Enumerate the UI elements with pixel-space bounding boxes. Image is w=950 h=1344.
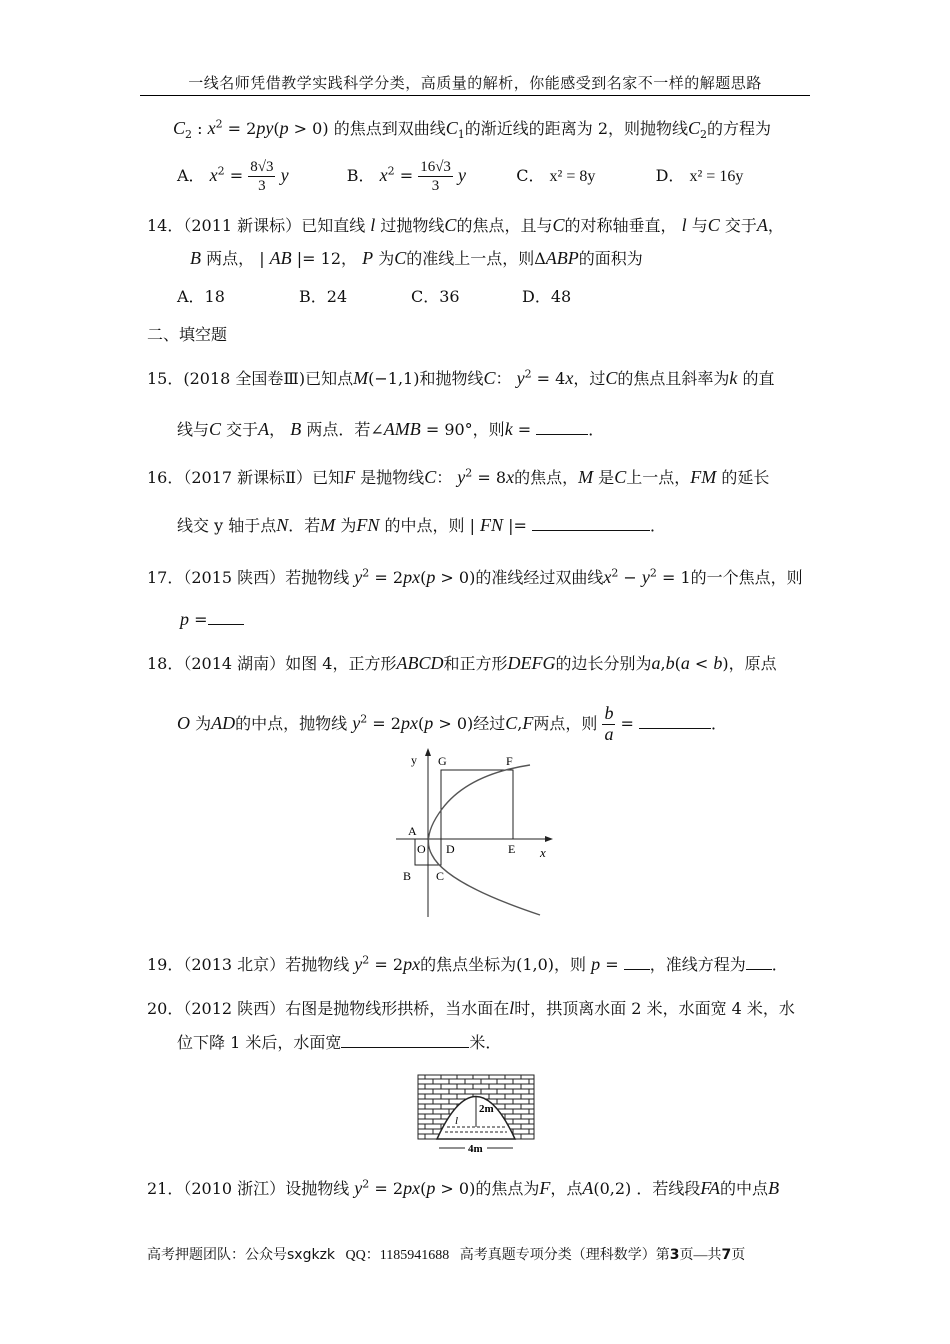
label-f: F <box>506 754 513 768</box>
label-c: C <box>436 869 445 883</box>
q18-figure <box>390 745 560 925</box>
x-axis-arrow <box>545 836 553 842</box>
header-rule <box>140 95 810 96</box>
label-g: G <box>438 754 447 768</box>
q15-line1: 15．(2018 全国卷Ⅲ)已知点M(−1,1)和抛物线C： $y^2 = 4x$，过C的焦点且斜率为k 的直 <box>147 367 775 388</box>
q18-line2: O 为AD的中点，抛物线 $y^2 = 2px(p > 0)$经过C,F两点，则 $\frac{b}{a}$ = ． <box>177 703 728 744</box>
label-b: B <box>403 869 412 883</box>
q13-option-c: C． x² = 8y <box>516 166 596 185</box>
page-footer: 高考押题团队：公众号sxgkzk QQ：1185941688 高考真题专项分类（理科数学）第3页—共7页 <box>147 1247 746 1263</box>
q20-line2: 位下降 1 米后，水面宽 米． <box>177 1033 502 1052</box>
q14-option-a: A．18 <box>177 287 225 306</box>
label-4m: 4m <box>468 1143 483 1155</box>
q16-line2: 线交 y 轴于点N．若M 为FN 的中点，则 | FN |= ． <box>177 515 667 535</box>
label-x: x <box>540 845 546 860</box>
label-o: O <box>417 842 426 856</box>
q14-line1: 14．（2011 新课标）已知直线 l 过抛物线C的焦点，且与C的对称轴垂直， l 与C 交于A， <box>147 215 784 235</box>
label-y: y <box>411 753 417 767</box>
q14-option-c: C．36 <box>411 287 460 306</box>
parabola-curve <box>428 765 540 915</box>
label-l: l <box>455 1115 459 1127</box>
q17-line1: 17．（2015 陕西）若抛物线 $y^2 = 2px(p > 0)$的准线经过双曲线$x^2 - y^2 = 1$的一个焦点，则 <box>147 566 803 587</box>
q14-line2: B 两点， | AB |= 12， P 为C的准线上一点，则ΔABP的面积为 <box>190 248 643 268</box>
y-axis-arrow <box>425 748 431 756</box>
q19-line1: 19．（2013 北京）若抛物线 $y^2 = 2px$的焦点坐标为(1,0)，则 p = ，准线方程为 ． <box>147 953 788 974</box>
q14-option-b: B．24 <box>299 287 348 306</box>
q13-option-a: A． $x^2$ = $\frac{8√3}{3}$ y <box>177 159 289 194</box>
q14-option-d: D．48 <box>522 287 572 306</box>
section-title: 二、填空题 <box>147 325 228 344</box>
q17-line2: p = <box>180 608 244 631</box>
q15-line2: 线与C 交于A， B 两点．若∠AMB = 90°，则k = ． <box>177 419 605 439</box>
label-2m: 2m <box>479 1103 494 1115</box>
q13-option-d: D． x² = 16y <box>655 166 744 185</box>
q13-option-b: B． $x^2$ = $\frac{16√3}{3}$ y <box>346 159 467 194</box>
q20-line1: 20．（2012 陕西）右图是抛物线形拱桥，当水面在l时，拱顶离水面 2 米，水面宽 4 米，水 <box>147 998 795 1018</box>
label-a: A <box>408 824 417 838</box>
q13-continuation: $C_2$ : $x^2 = 2py(p > 0)$ 的焦点到双曲线$C_1$的渐近线的距离为 2，则抛物线$C_2$的方程为 <box>173 117 772 142</box>
q20-figure <box>417 1074 535 1156</box>
label-e: E <box>508 842 516 856</box>
q21-line1: 21．（2010 浙江）设抛物线 $y^2 = 2px(p > 0)$的焦点为F，点A(0,2) ．若线段FA的中点B <box>147 1177 780 1198</box>
label-d: D <box>446 842 455 856</box>
q18-line1: 18．（2014 湖南）如图 4，正方形ABCD和正方形DEFG的边长分别为a,b(a < b)，原点 <box>147 653 777 673</box>
q13-options <box>177 158 743 195</box>
page-header: 一线名师凭借教学实践科学分类，高质量的解析，你能感受到名家不一样的解题思路 <box>188 74 762 92</box>
q16-line1: 16．（2017 新课标Ⅱ）已知F 是抛物线C： $y^2 = 8x$的焦点，M 是C上一点，FM 的延长 <box>147 466 770 487</box>
